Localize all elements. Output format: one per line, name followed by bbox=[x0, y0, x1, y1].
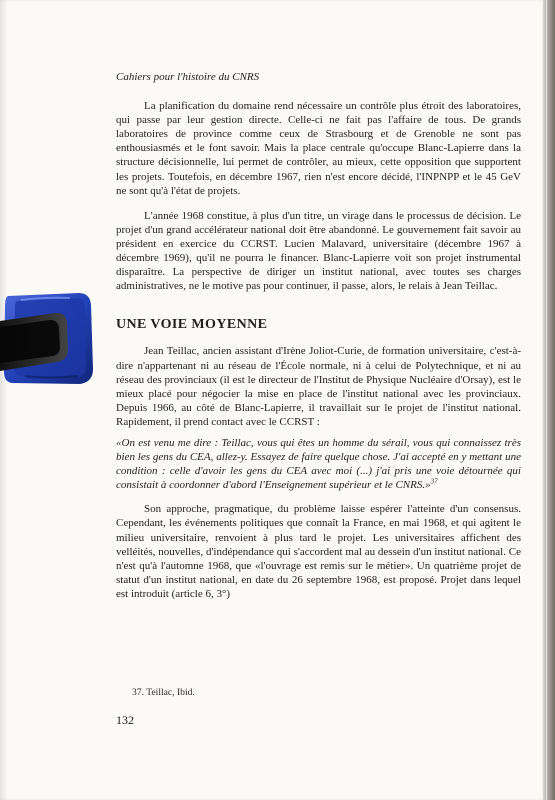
quotation bbox=[116, 436, 521, 492]
body-paragraph: La planification du domaine rend nécessaire un contrôle plus étroit des laboratoires, qui passe par leur gestion directe. Celle-ci ne fait pas l'affaire de tous. De grands laboratoires de province comme ceux de Strasbourg et de Grenoble ne sont pas enthousiasmés et le font savoir. Mais la place centrale qu'occupe Blanc-Lapierre dans la structure décisionnelle, lui permet de contrôler, au mieux, cette opposition que supportent les projets. Toutefois, en décembre 1967, rien n'est encore décidé, l'INPNPP et le 45 GeV ne sont qu'à l'état de projets. bbox=[116, 100, 521, 197]
footnote: 37. Teillac, Ibid. bbox=[132, 687, 195, 698]
body-paragraph: L'année 1968 constitue, à plus d'un titre, un virage dans le processus de décision. Le projet d'un grand accélérateur national doit être abandonné. Le gouvernement fait savoir au président en exercice du CCRST. Lucien Malavard, universitaire (décembre 1967 à décembre 1969), qu'il ne pourra le financer. Blanc-Lapierre voit son projet instrumental disparaître. La perspective de diriger un institut national, avec toutes ses charges administratives, ne le motive pas pour continuer, il passe, alors, le relais à Jean Teillac. bbox=[116, 209, 521, 293]
footnote-reference: 37 bbox=[430, 477, 438, 486]
quotation-text: «On est venu me dire : Teillac, vous qui êtes un homme du sérail, vous qui connaissez très bien les gens du CEA, allez-y. Essayez de faire quelque chose. J'ai accepté en y mettant une condition : celle d'avoir les gens du CEA avec moi (...) j'ai pris une voie détournée qui consistait à coordonner d'abord l'Enseignement supérieur et le CNRS.» bbox=[116, 436, 521, 492]
paragraph-gap bbox=[116, 198, 521, 209]
page-edge-shadow bbox=[543, 0, 555, 800]
section-heading: UNE VOIE MOYENNE bbox=[116, 317, 268, 333]
binder-clip-icon bbox=[0, 292, 95, 386]
page-left-shadow bbox=[0, 0, 8, 800]
journal-title: Cahiers pour l'histoire du CNRS bbox=[116, 71, 260, 83]
section-paragraph: Jean Teillac, ancien assistant d'Irène Joliot-Curie, de formation universitaire, c'est-à-dire n'appartenant ni au réseau de l'École normale, ni à celui de Polytechnique, et ni au réseau des provinciaux (il est le directeur de l'Institut de Physique Nucléaire d'Orsay), est le mieux placé pour négocier la mise en place de l'institut national avec les provinciaux. Depuis 1966, au côté de Blanc-Lapierre, il travaillait sur le projet de l'institut national. Rapidement, il prend contact avec le CCRST : bbox=[116, 345, 521, 428]
page-content bbox=[116, 70, 521, 601]
page-number: 132 bbox=[116, 713, 134, 727]
section-paragraph: Son approche, pragmatique, du problème laisse espérer l'atteinte d'un consensus. Cependant, les événements politiques que connaît la France, en mai 1968, et qui agitent le milieu universitaire, renvoient à plus tard le projet. Les universitaires affichent des velléités, nouvelles, d'indépendance qui s'accordent mal au dessein d'un institut national. Ce n'est qu'à l'automne 1968, que «l'ouvrage est remis sur le métier». Un quatrième projet de statut d'un institut national, en date du 26 septembre 1968, est proposé. Projet dans lequel est introduit (article 6, 3°) bbox=[116, 503, 521, 600]
